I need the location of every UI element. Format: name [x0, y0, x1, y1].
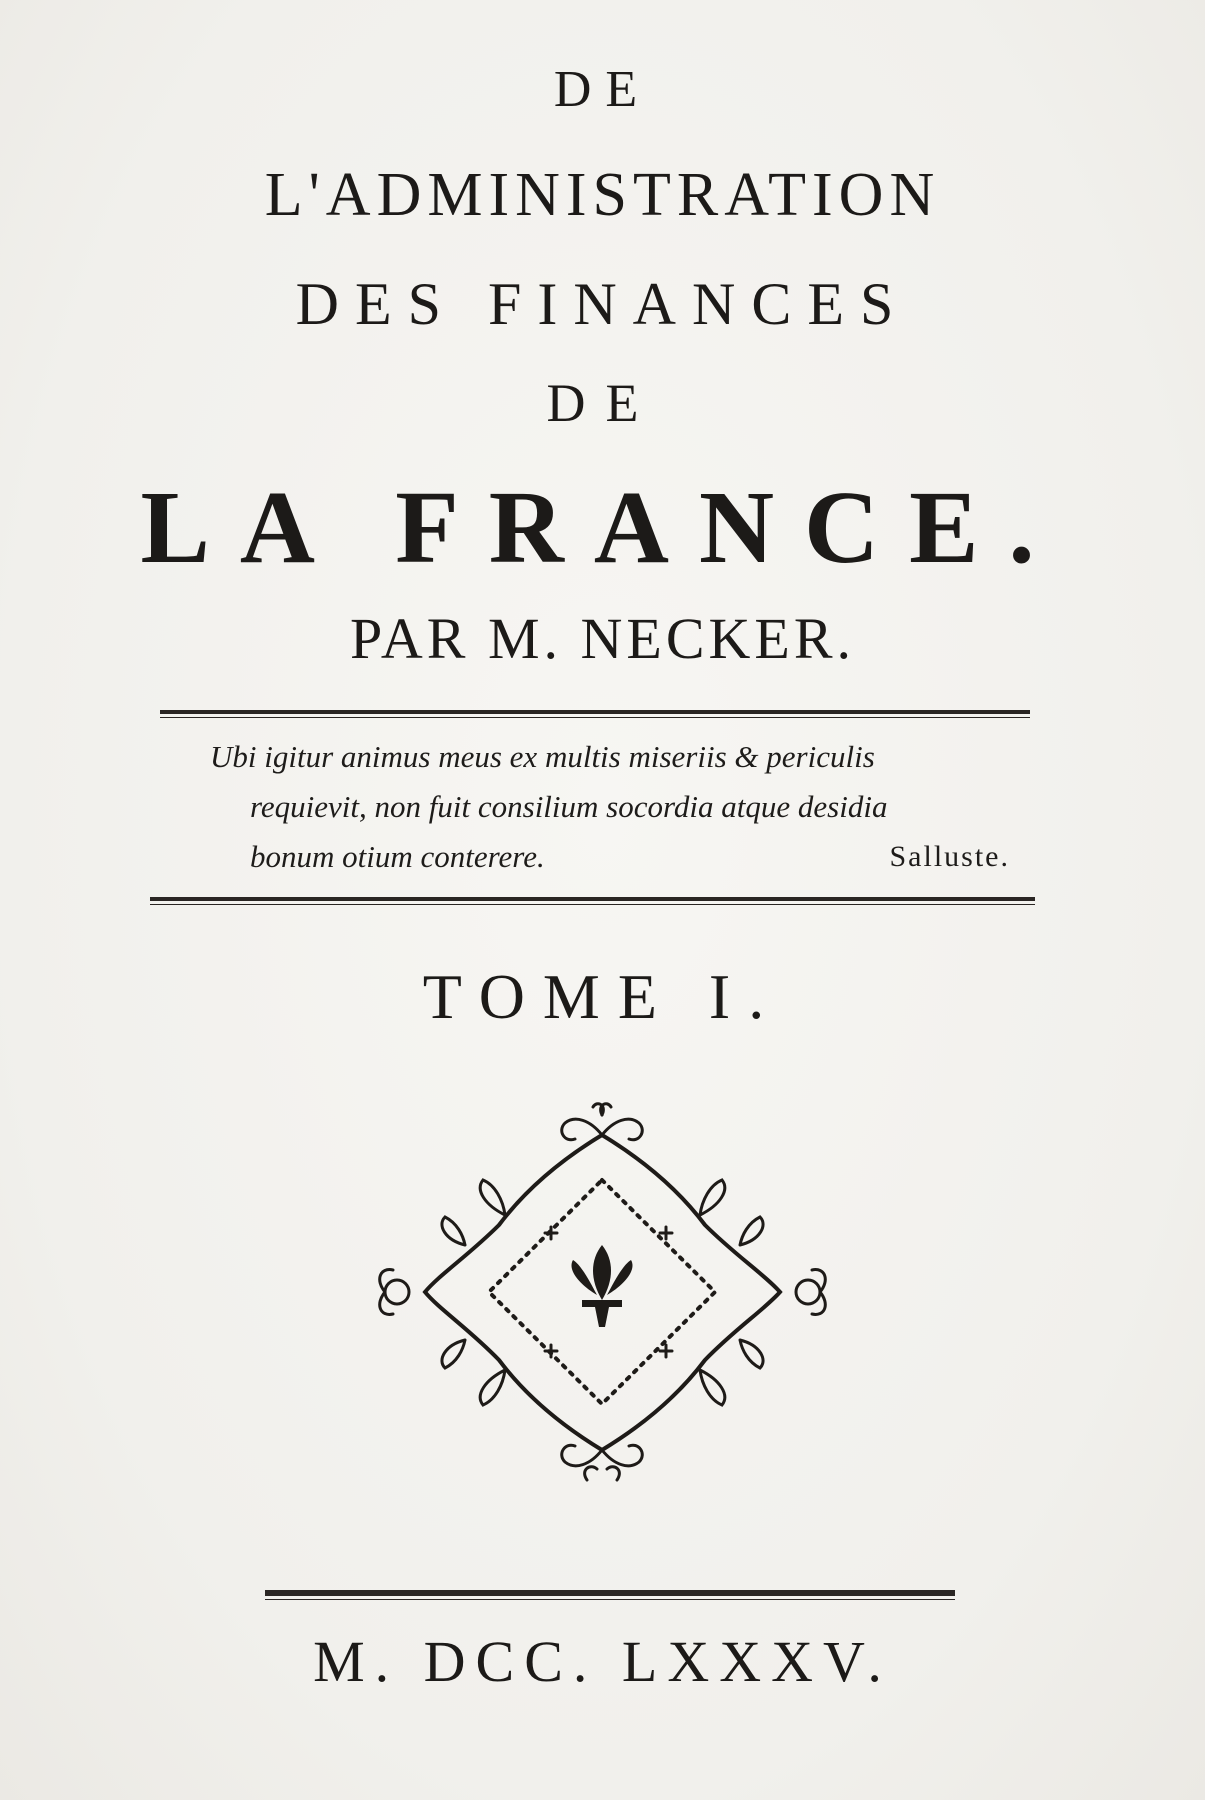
author-line: PAR M. NECKER.	[349, 606, 856, 671]
epigraph-attribution: Salluste.	[889, 840, 1010, 873]
title-line-france: LA FRANCE.	[140, 470, 1065, 585]
title-word-de-second: DE	[546, 373, 659, 433]
epigraph-line-3-text: bonum otium conterere.	[250, 839, 545, 874]
fleur-de-lis-vignette-icon	[375, 1095, 830, 1490]
volume-label: TOME I.	[422, 961, 783, 1032]
epigraph-line-3	[250, 832, 1040, 882]
rule-above-epigraph	[160, 710, 1030, 714]
title-line-finances: DES FINANCES	[295, 271, 910, 337]
rule-below-epigraph	[150, 897, 1035, 901]
title-word-de: DE	[553, 61, 652, 118]
rule-above-date	[265, 1590, 955, 1596]
title-line-administration: L'ADMINISTRATION	[264, 161, 941, 229]
epigraph-line-1: Ubi igitur animus meus ex multis miseriis & periculis	[210, 739, 875, 774]
publication-date: M. DCC. LXXXV.	[313, 1629, 892, 1694]
epigraph-line-2: requievit, non fuit consilium socordia atque desidia	[250, 789, 888, 824]
